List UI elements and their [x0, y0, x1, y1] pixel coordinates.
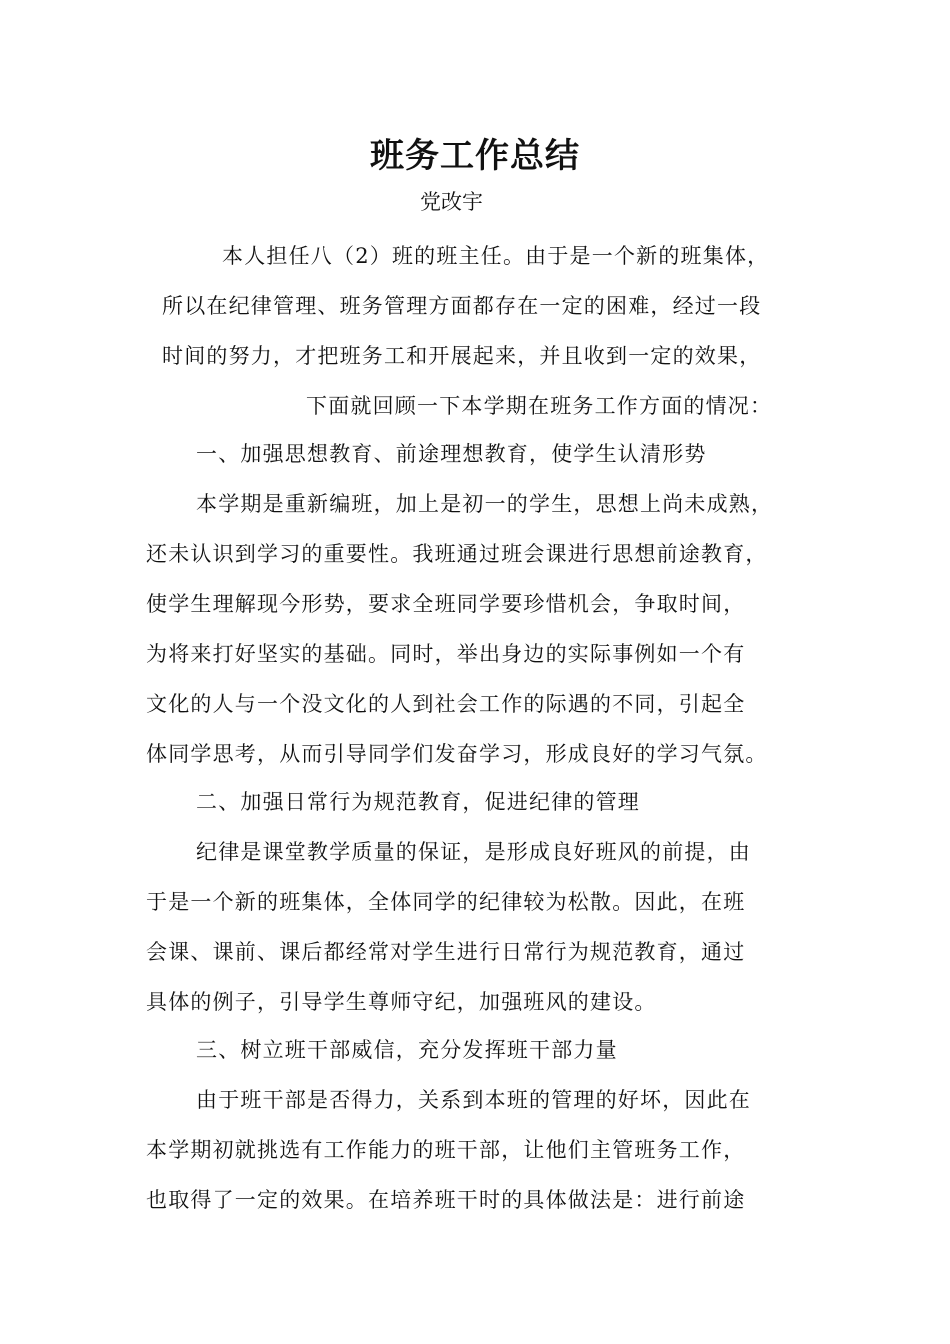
text-line: 所以在纪律管理、班务管理方面都存在一定的困难，经过一段 — [162, 294, 762, 318]
document-author: 党改宇 — [420, 190, 483, 214]
text-line: 使学生理解现今形势，要求全班同学要珍惜机会，争取时间， — [146, 592, 746, 616]
text-line: 会课、课前、课后都经常对学生进行日常行为规范教育，通过 — [146, 940, 746, 964]
text-line: 本人担任八（2）班的班主任。由于是一个新的班集体， — [222, 244, 770, 268]
text-line: 于是一个新的班集体，全体同学的纪律较为松散。因此，在班 — [146, 890, 746, 914]
text-line: 下面就回顾一下本学期在班务工作方面的情况： — [306, 394, 773, 418]
text-line: 为将来打好坚实的基础。同时，举出身边的实际事例如一个有 — [146, 642, 746, 666]
text-line: 由于班干部是否得力，关系到本班的管理的好坏，因此在 — [196, 1088, 751, 1112]
text-line: 本学期初就挑选有工作能力的班干部，让他们主管班务工作， — [146, 1138, 746, 1162]
text-line: 体同学思考，从而引导同学们发奋学习，形成良好的学习气氛。 — [146, 742, 768, 766]
text-line: 也取得了一定的效果。在培养班干时的具体做法是：进行前途 — [146, 1188, 746, 1212]
section-heading: 二、加强日常行为规范教育，促进纪律的管理 — [196, 790, 640, 814]
text-line: 文化的人与一个没文化的人到社会工作的际遇的不同，引起全 — [146, 692, 746, 716]
text-line: 纪律是课堂教学质量的保证，是形成良好班风的前提，由 — [196, 840, 751, 864]
text-line: 本学期是重新编班，加上是初一的学生，思想上尚未成熟， — [196, 492, 774, 516]
text-line: 还未认识到学习的重要性。我班通过班会课进行思想前途教育， — [146, 542, 768, 566]
section-heading: 一、加强思想教育、前途理想教育，使学生认清形势 — [196, 442, 707, 466]
text-line: 具体的例子，引导学生尊师守纪，加强班风的建设。 — [146, 990, 657, 1014]
document-title: 班务工作总结 — [370, 136, 580, 176]
text-line: 时间的努力，才把班务工和开展起来，并且收到一定的效果， — [162, 344, 762, 368]
section-heading: 三、树立班干部威信，充分发挥班干部力量 — [196, 1038, 618, 1062]
